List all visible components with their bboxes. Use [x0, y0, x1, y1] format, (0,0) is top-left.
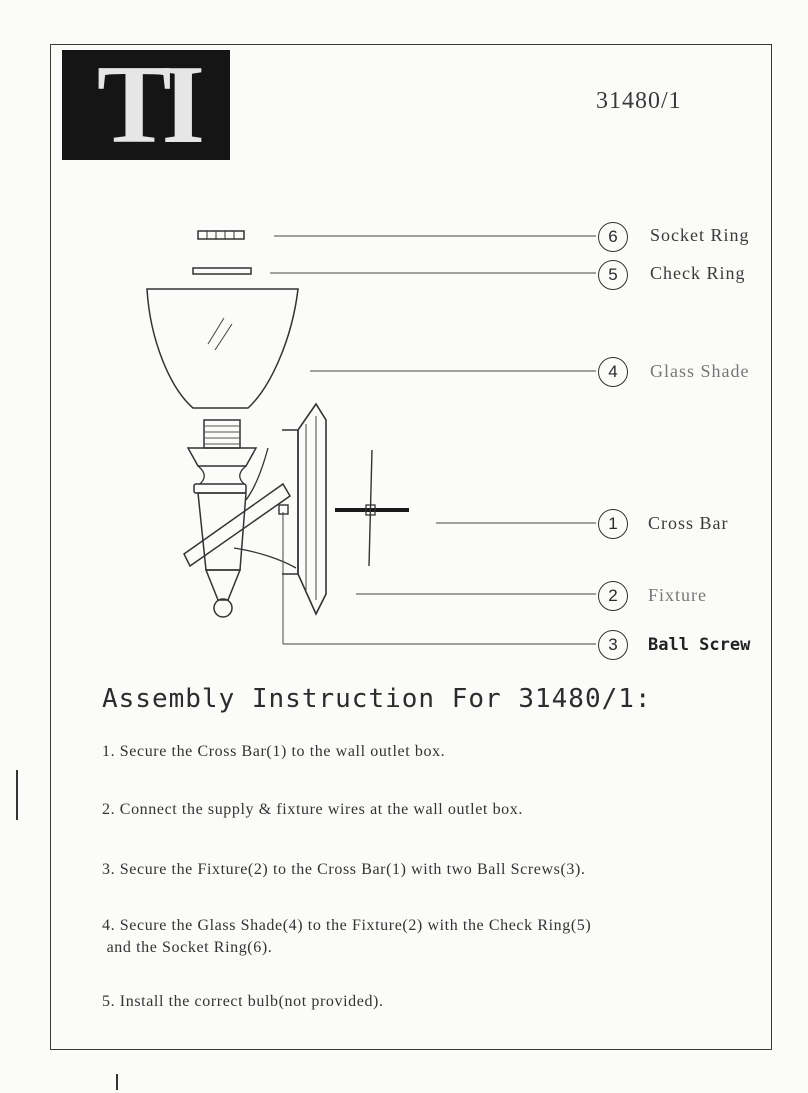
instruction-step: 1. Secure the Cross Bar(1) to the wall outlet box. — [102, 743, 446, 760]
scan-mark — [116, 1074, 118, 1090]
part-number-badge: 3 — [598, 630, 628, 660]
part-label-socket-ring: Socket Ring — [650, 225, 750, 245]
instructions-heading: Assembly Instruction For 31480/1: — [102, 684, 652, 714]
instruction-step: 2. Connect the supply & fixture wires at the wall outlet box. — [102, 801, 523, 818]
part-label-ball-screw: Ball Screw — [648, 635, 751, 655]
instruction-step: 4. Secure the Glass Shade(4) to the Fixture(2) with the Check Ring(5) and the Socket Ring(6). — [102, 917, 592, 956]
leader-lines — [270, 236, 596, 644]
part-label-fixture: Fixture — [648, 585, 707, 605]
part-label-cross-bar: Cross Bar — [648, 513, 729, 533]
part-number-badge: 6 — [598, 222, 628, 252]
part-number-badge: 4 — [598, 357, 628, 387]
check-ring-drawing — [193, 268, 251, 274]
cross-bar-drawing — [335, 450, 409, 566]
part-number-badge: 5 — [598, 260, 628, 290]
part-label-check-ring: Check Ring — [650, 263, 746, 283]
scan-mark — [16, 770, 18, 820]
logo-text: TI — [96, 50, 196, 160]
fixture-drawing — [184, 404, 326, 617]
instruction-step: 3. Secure the Fixture(2) to the Cross Bar(1) with two Ball Screws(3). — [102, 861, 586, 878]
model-number: 31480/1 — [596, 88, 682, 114]
part-label-glass-shade: Glass Shade — [650, 361, 750, 381]
part-number-badge: 2 — [598, 581, 628, 611]
socket-ring-drawing — [198, 231, 244, 239]
glass-shade-drawing — [147, 289, 298, 408]
part-number-badge: 1 — [598, 509, 628, 539]
instruction-step: 5. Install the correct bulb(not provided). — [102, 993, 384, 1010]
